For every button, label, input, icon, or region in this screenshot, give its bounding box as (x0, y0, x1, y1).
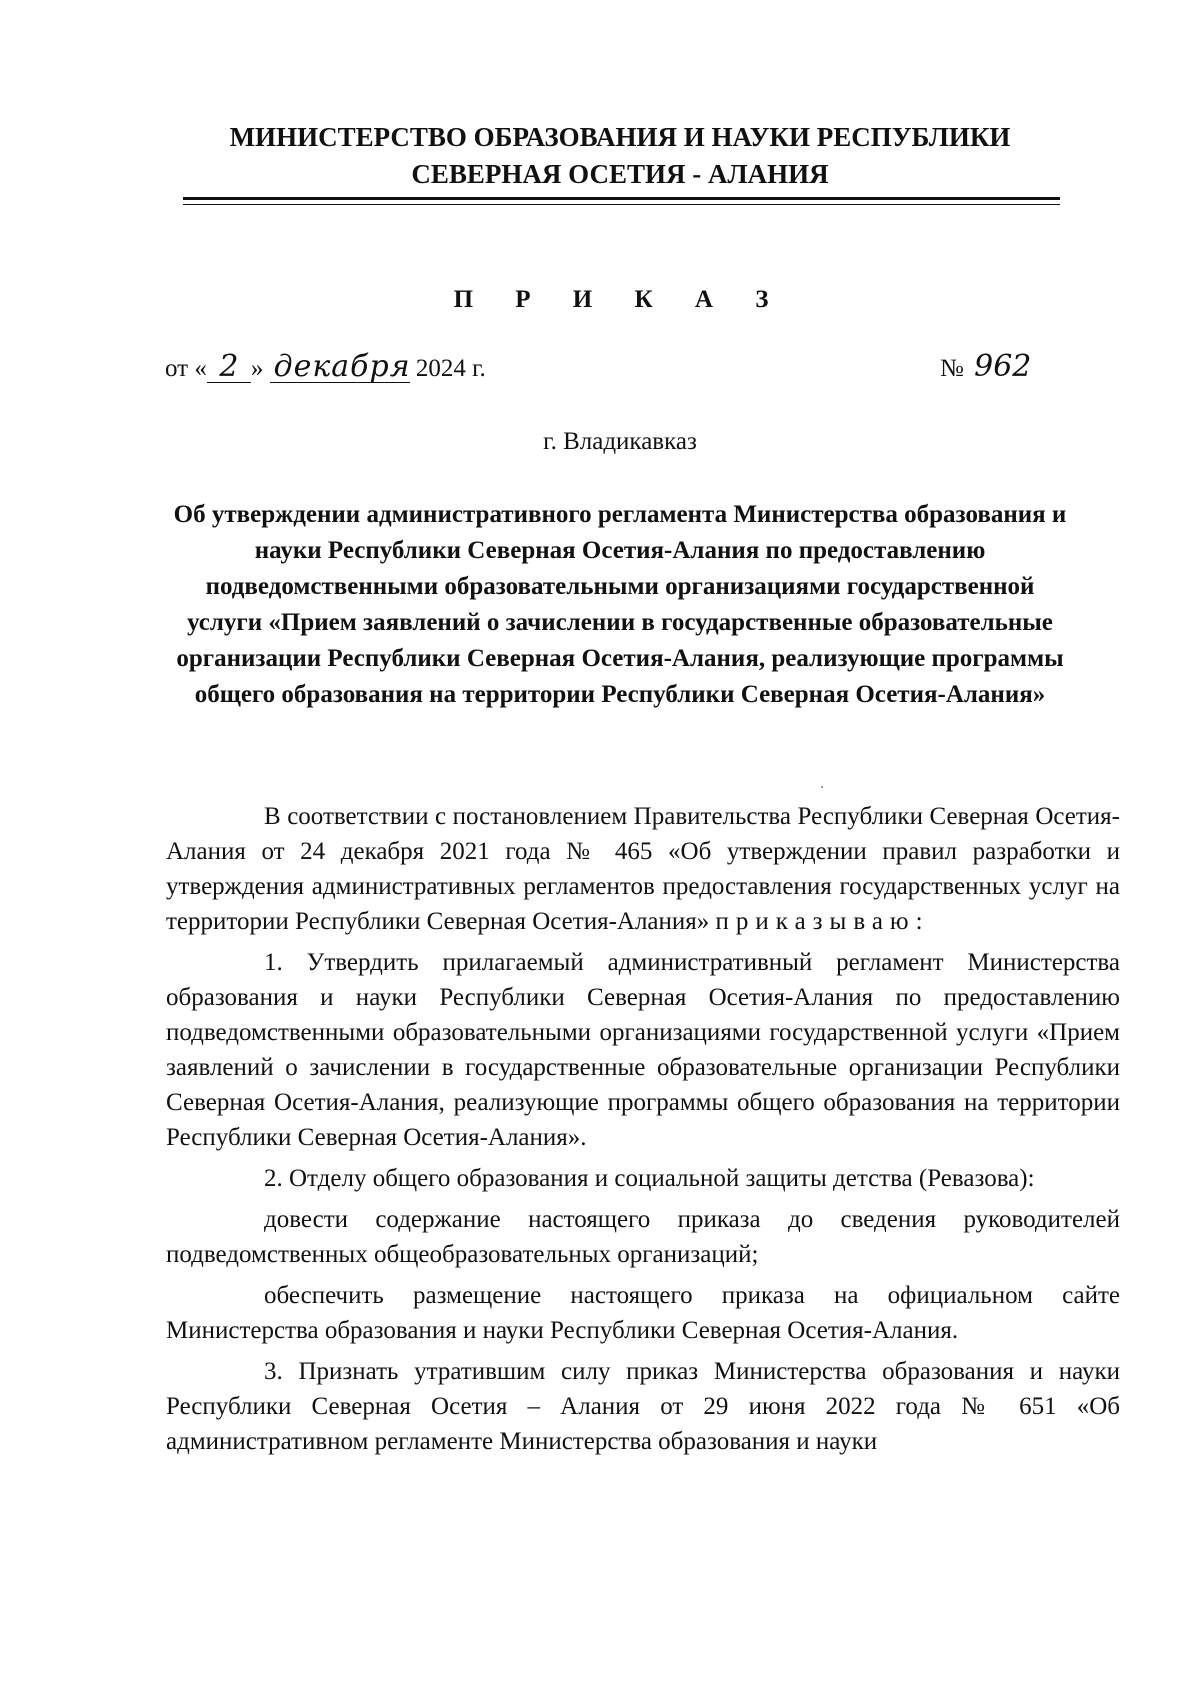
handwritten-month: декабря (270, 352, 410, 383)
paragraph-2: 2. Отделу общего образования и социальной защиты детства (Ревазова): (264, 1165, 1035, 1192)
scan-dot (821, 786, 823, 788)
paragraph-2a: довести содержание настоящего приказа до сведения руководителей подведомственных общеобразовательных организаций; (166, 1206, 1120, 1268)
handwritten-day: 2 (207, 352, 251, 383)
city-line: г. Владикавказ (543, 428, 697, 455)
paragraph-2b: обеспечить размещение настоящего приказа на официальном сайте Министерства образования и науки Республики Северная Осетия-Алания. (166, 1282, 1120, 1344)
handwritten-number: 962 (974, 349, 1032, 384)
date-mid: » (250, 355, 264, 382)
document-type: П Р И К А З (453, 286, 787, 313)
number-sign: № (940, 355, 964, 382)
paragraph-1: 1. Утвердить прилагаемый административный регламент Министерства образования и науки Республики Северная Осетия-Алания по предоставлению подведомственными образовательными организациями государственной услуги «Прием заявлений о зачислении в государственные образовательные организации Республики Северная Осетия-Алания, реализующие программы общего образования на территории Республики Северная Осетия-Алания». (166, 949, 1120, 1151)
ministry-line-1: МИНИСТЕРСТВО ОБРАЗОВАНИЯ И НАУКИ РЕСПУБЛИКИ (229, 122, 1011, 152)
order-date (165, 349, 486, 384)
ministry-line-2: СЕВЕРНАЯ ОСЕТИЯ - АЛАНИЯ (411, 159, 829, 189)
header-rule-thick (183, 197, 1060, 200)
header-rule-thin (183, 204, 1060, 205)
date-prefix: от « (165, 355, 207, 382)
order-body (166, 799, 1120, 1465)
date-year: 2024 г. (415, 355, 486, 382)
preamble-text: В соответствии с постановлением Правительства Республики Северная Осетия-Алания от 24 декабря 2021 года № 465 «Об утверждении правил разработки и утверждения административных регламентов предоставления государственных услуг на территории Республики Северная Осетия-Алания» (166, 803, 1120, 935)
order-word: приказываю: (715, 908, 930, 935)
order-title: Об утверждении административного регламента Министерства образования и науки Республики Северная Осетия-Алания по предоставлению подведомственными образовательными организациями государственной услуги «Прием заявлений о зачислении в государственные образовательные организации Республики Северная Осетия-Алания, реализующие программы общего образования на территории Республики Северная Осетия-Алания» (173, 501, 1067, 708)
preamble-paragraph (166, 799, 1120, 939)
ministry-header (170, 119, 1070, 193)
order-number (940, 349, 1066, 384)
paragraph-3: 3. Признать утратившим силу приказ Министерства образования и науки Республики Северная Осетия – Алания от 29 июня 2022 года № 651 «Об административном регламенте Министерства образования и науки (166, 1358, 1120, 1455)
